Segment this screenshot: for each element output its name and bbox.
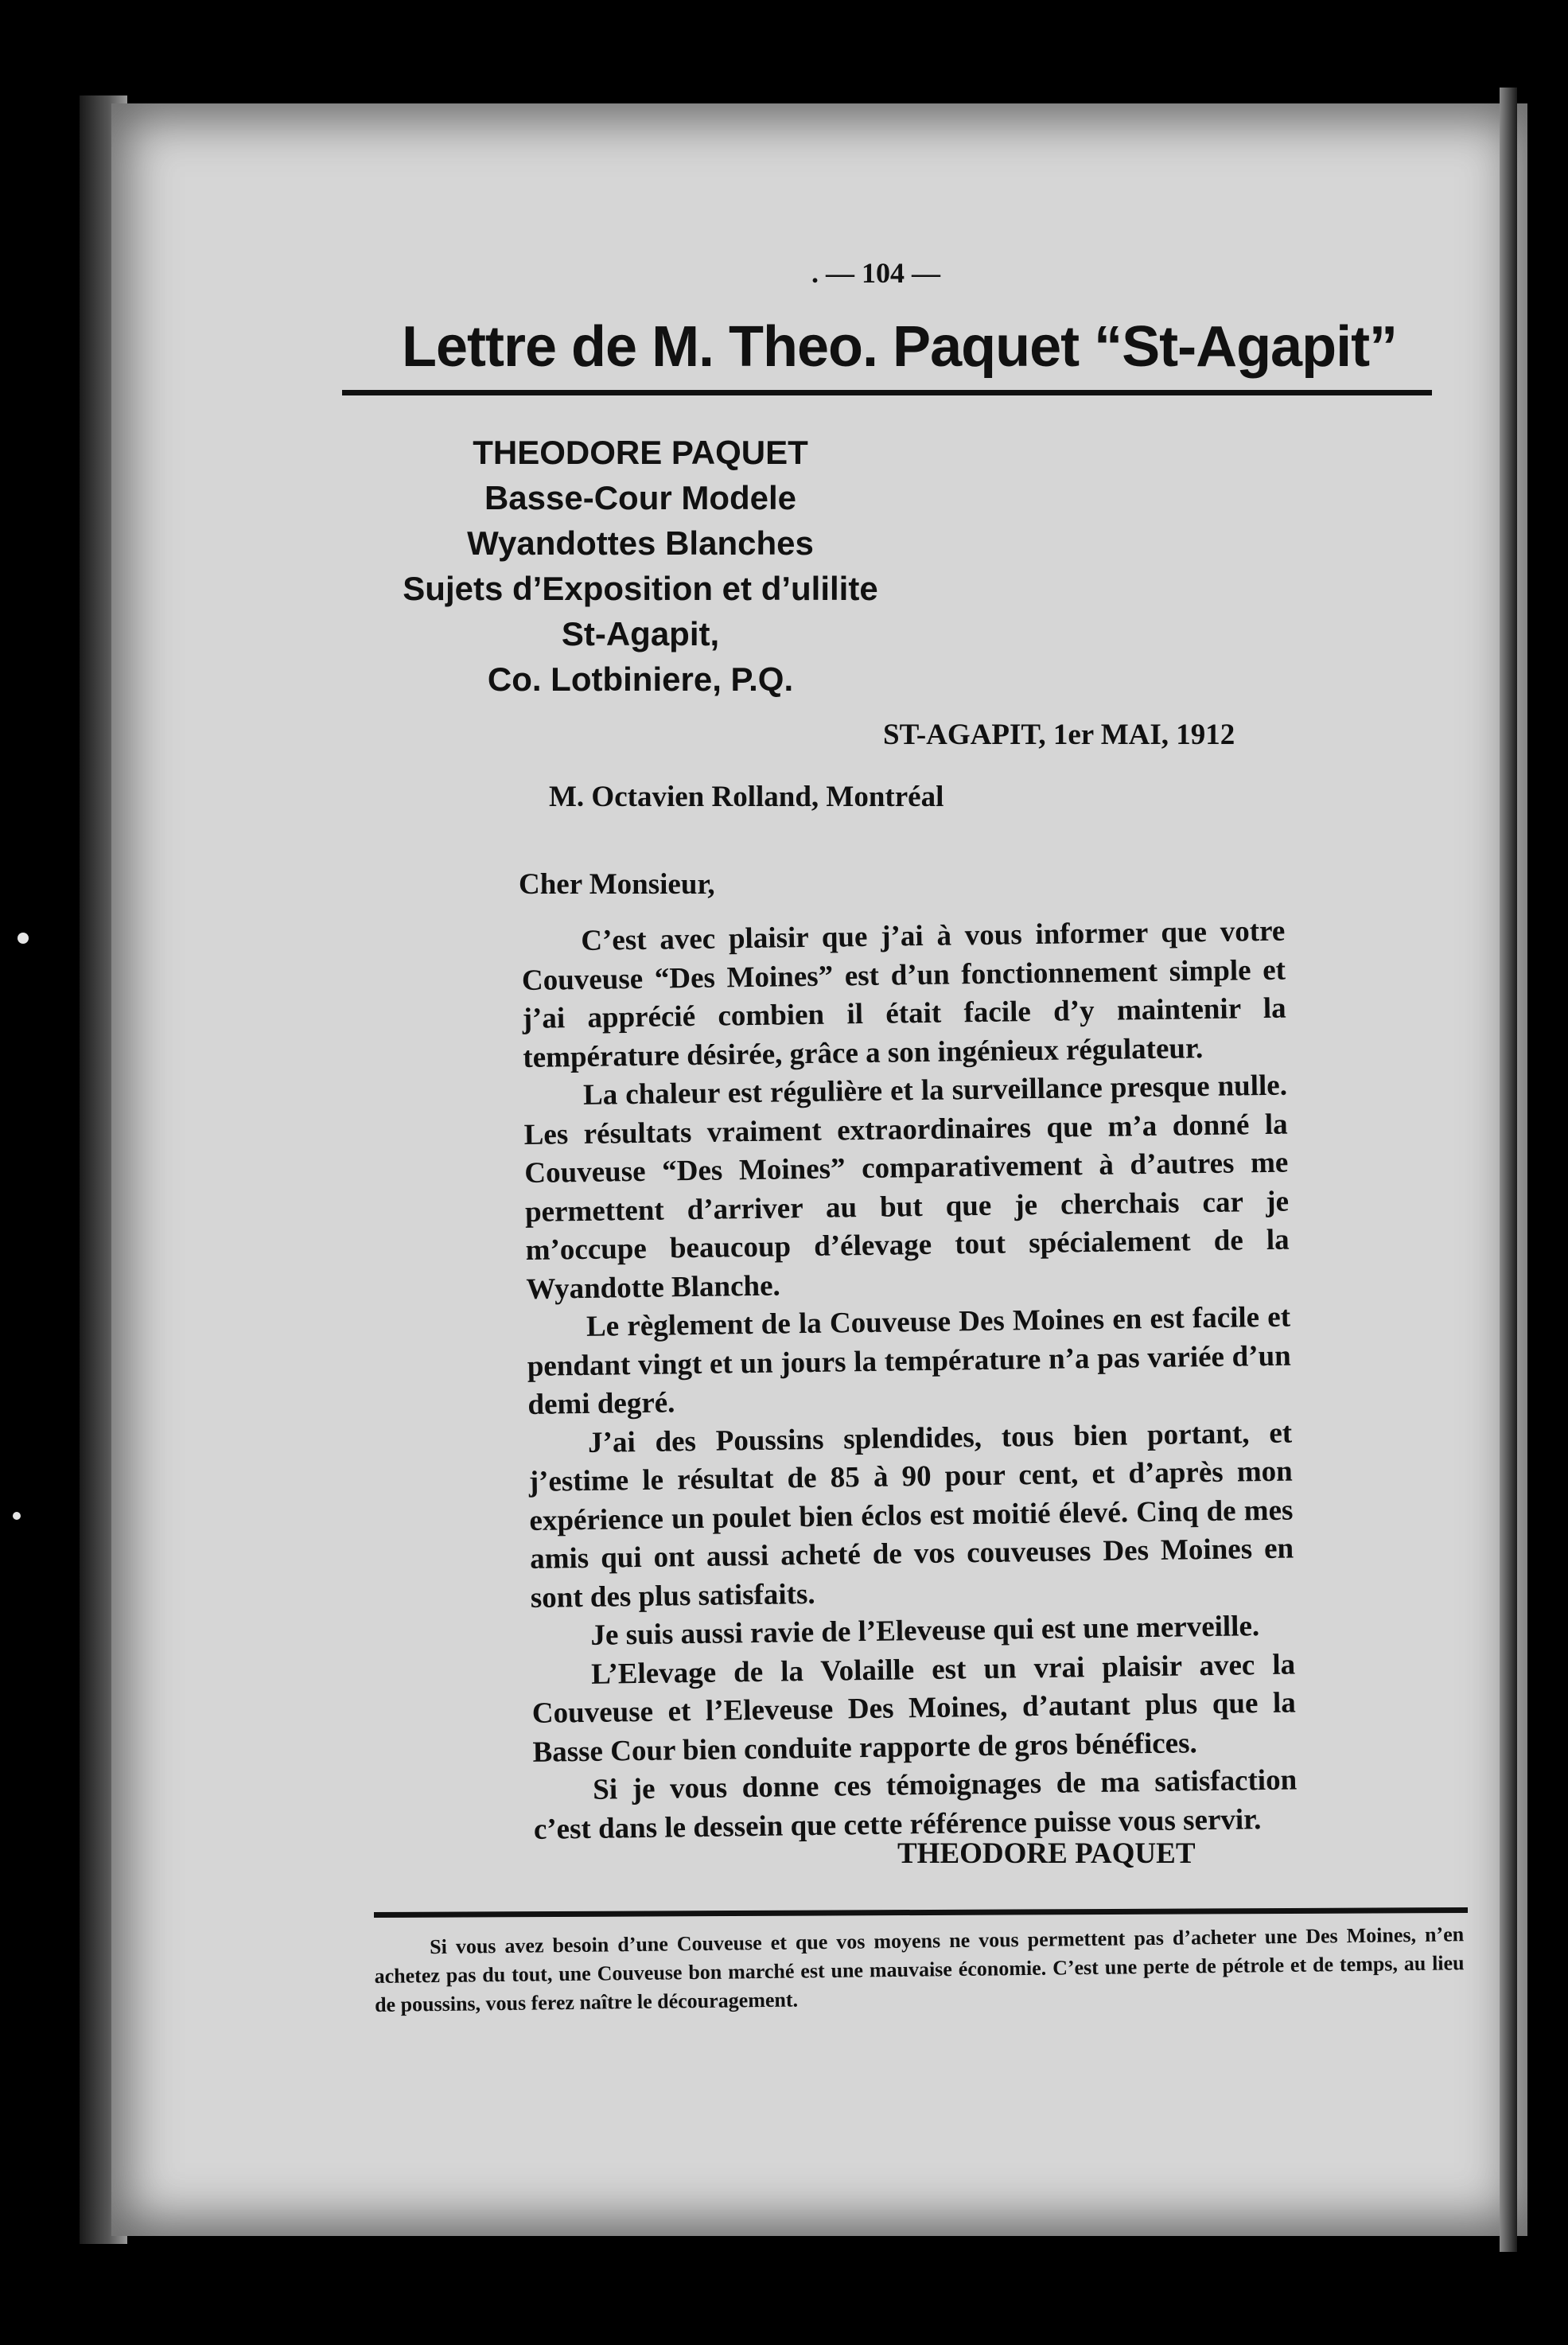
footer-note [374,1920,1465,2020]
letterhead-line: Wyandottes Blanches [467,524,814,562]
page-number: . — 104 — [811,257,940,289]
margin-speck [13,1512,21,1520]
letterhead-line: Co. Lotbiniere, P.Q. [487,660,794,698]
salutation: Cher Monsieur, [519,868,715,901]
body-paragraph: J’ai des Poussins splendides, tous bien portant, et j’estime le résultat de 85 à 90 pour cent, et d’après mon expérience un poulet bien éclos est moitié élevé. Cinq de mes amis qui ont aussi acheté de vos couveuses Des Moines en sont des plus satisfaits. [528,1416,1294,1615]
page-edge [1500,88,1517,2252]
letterhead-line: Basse-Cour Modele [484,479,797,516]
body-paragraph: Le règlement de la Couveuse Des Moines en est facile et pendant vingt et un jours la température n’a pas variée d’un demi degré. [527,1300,1291,1421]
body-paragraph: La chaleur est régulière et la surveillance presque nulle. Les résultats vraiment extraordinaires que m’a donné la Couveuse “Des Moines” comparativement à d’autres me permettent d’arriver au but que je cherchais car je m’occupe beaucoup d’élevage tout spécialement de la Wyandotte Blanche. [523,1069,1290,1306]
letterhead-name: THEODORE PAQUET [473,434,808,471]
page-title: Lettre de M. Theo. Paquet “St-Agapit” [402,315,1398,379]
body-paragraph: C’est avec plaisir que j’ai à vous informer que votre Couveuse “Des Moines” est d’un fonctionnement simple et j’ai apprécié combien il était facile d’y maintenir la température désirée, grâce a son ingénieux régulateur. [521,914,1286,1074]
footer-note-text: Si vous avez besoin d’une Couveuse et que vos moyens ne vous permettent pas d’acheter une Des Moines, n’en achetez pas du tout, une Couveuse bon marché est une mauvaise économie. C’est une perte de pétrole et de temps, au lieu de poussins, vous ferez naître le découragement. [374,1922,1465,2016]
body-paragraph: L’Elevage de la Volaille est un vrai plaisir avec la Couveuse et l’Eleveuse Des Moines, d’autant plus que la Basse Cour bien conduite rapporte de gros bénéfices. [531,1648,1297,1769]
letterhead-line: Sujets d’Exposition et d’ulilite [403,570,878,607]
margin-speck [18,933,29,944]
letter-body [521,913,1298,1849]
signature: THEODORE PAQUET [897,1837,1196,1870]
body-paragraph: Je suis aussi ravie de l’Eleveuse qui est une merveille. [590,1610,1260,1652]
letterhead [362,430,919,702]
addressee: M. Octavien Rolland, Montréal [549,781,944,813]
body-paragraph: Si je vous donne ces témoignages de ma satisfaction c’est dans le dessein que cette référence puisse vous servir. [533,1763,1298,1846]
letterhead-line: St-Agapit, [561,615,720,652]
title-divider [342,390,1432,395]
dateline: ST-AGAPIT, 1er MAI, 1912 [883,719,1235,751]
